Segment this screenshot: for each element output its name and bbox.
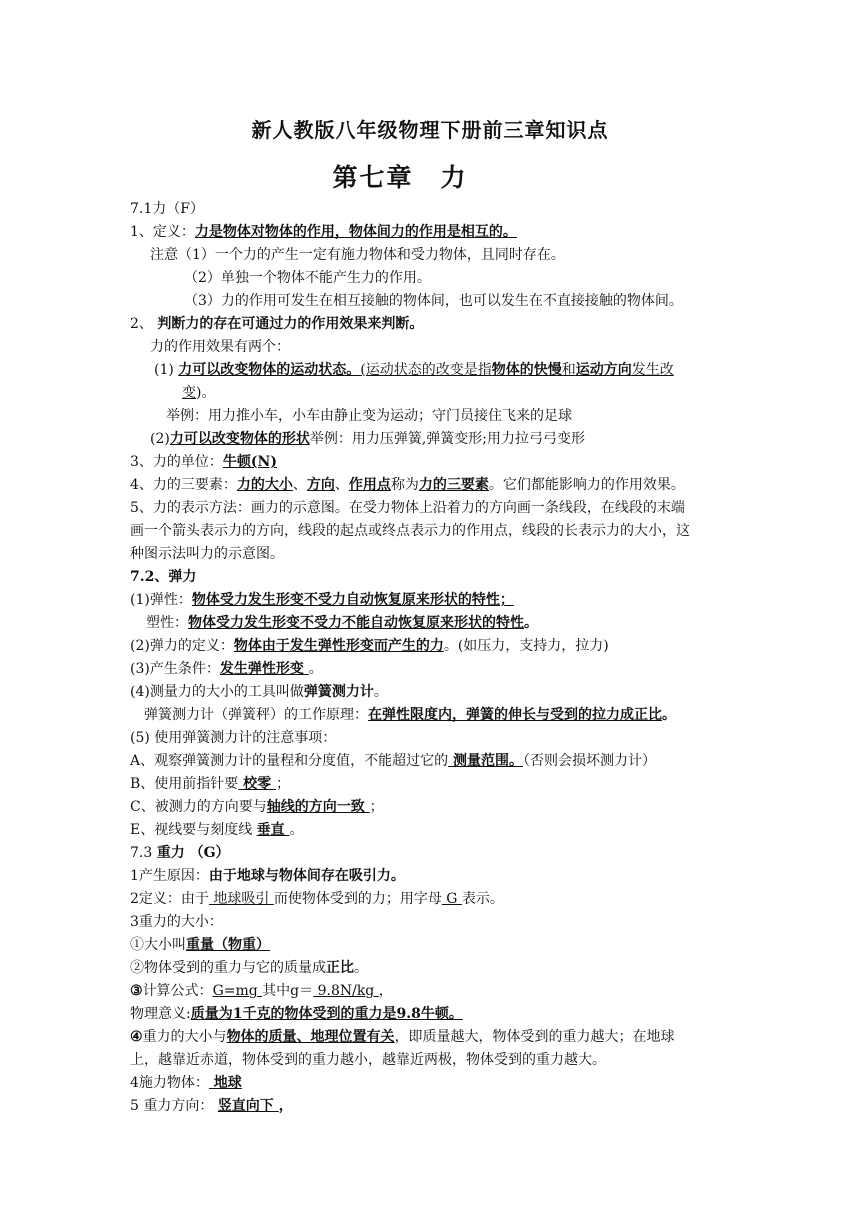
text-run: 而使物体受到的力；用字母 xyxy=(273,891,442,907)
text-run: 画一个箭头表示力的方向，线段的起点或终点表示力的作用点，线段的长表示力的大小，这 xyxy=(130,523,690,539)
text-line xyxy=(130,566,730,589)
text-run: 7.3 xyxy=(130,845,157,861)
text-run: 2定义：由于 xyxy=(130,891,209,907)
text-run: 7.2、弹力 xyxy=(130,569,197,585)
text-run: 、 xyxy=(334,477,349,493)
text-run: 发生弹性形变 xyxy=(219,661,309,677)
text-run: 物体受力发生形变不受力不能自动恢复原来形状的特性 xyxy=(188,615,524,631)
text-line xyxy=(130,842,730,865)
text-run: 力的大小 xyxy=(236,477,293,493)
text-run: 。 xyxy=(524,615,538,631)
text-line xyxy=(130,290,730,313)
text-line xyxy=(130,221,730,244)
text-run: 牛顿(N) xyxy=(222,454,277,470)
text-run: 重力 （G） xyxy=(156,845,230,861)
text-run: ； xyxy=(276,776,291,792)
text-run: 弹簧测力计 xyxy=(303,684,374,700)
text-run: 物体的快慢 xyxy=(491,362,562,378)
text-line xyxy=(130,451,730,474)
text-line xyxy=(130,704,730,727)
text-run: 4施力物体： xyxy=(130,1075,209,1091)
text-line xyxy=(130,980,730,1003)
text-line xyxy=(130,1049,730,1072)
text-line xyxy=(130,957,730,980)
text-run: (1) xyxy=(154,362,179,378)
text-run: 。 xyxy=(354,960,368,976)
text-run: (运动状态的改变是指 xyxy=(360,362,492,378)
text-line xyxy=(130,1095,730,1118)
text-line xyxy=(130,359,730,382)
text-run: ②物体受到的重力与它的质量成 xyxy=(130,960,326,976)
text-run: 3、力的单位： xyxy=(130,454,223,470)
text-run: 垂直 xyxy=(256,822,290,838)
text-run: 重力的大小与 xyxy=(142,1029,227,1045)
text-run: (2) xyxy=(150,431,170,447)
text-run: 力的作用效果有两个： xyxy=(150,339,290,355)
text-run: 判断力的存在可通过力的作用效果来判断。 xyxy=(157,316,424,332)
text-run: 1、定义： xyxy=(130,224,195,240)
text-run: E、视线要与刻度线 xyxy=(130,822,257,838)
text-run: 地球 xyxy=(208,1075,242,1091)
text-line xyxy=(130,727,730,750)
text-run: （否则会损坏测力计） xyxy=(522,753,656,769)
text-run: 上，越靠近赤道，物体受到的重力越小，越靠近两极，物体受到的重力越大。 xyxy=(130,1052,606,1068)
text-run: 竖直向下 xyxy=(217,1098,279,1114)
text-line xyxy=(130,1003,730,1026)
text-run: 7.1力（F） xyxy=(130,201,204,217)
text-run: 2、 xyxy=(130,316,158,332)
text-run: 其中g＝ xyxy=(262,983,314,999)
text-line xyxy=(130,589,730,612)
text-line xyxy=(130,750,730,773)
text-run: 和 xyxy=(561,362,576,378)
text-line xyxy=(130,911,730,934)
text-run: 方向 xyxy=(306,477,335,493)
text-run: (1)弹性： xyxy=(130,592,192,608)
text-run: 力的三要素 xyxy=(418,477,489,493)
text-run: 。 xyxy=(373,684,388,700)
text-run: 、 xyxy=(292,477,307,493)
text-line xyxy=(130,543,730,566)
text-run: 举例：用力压弹簧,弹簧变形;用力拉弓弓变形 xyxy=(309,431,586,447)
text-run: 正比 xyxy=(326,960,354,976)
text-run: 物体受力发生形变不受力自动恢复原来形状的特性； xyxy=(191,592,514,608)
text-run: 5、力的表示方法：画力的示意图。在受力物体上沿着力的方向画一条线段，在线段的末端 xyxy=(130,500,685,516)
text-run: 1产生原因： xyxy=(130,868,209,884)
text-run: 质量为1千克的物体受到的重力是9.8牛顿。 xyxy=(190,1006,463,1022)
text-line xyxy=(130,658,730,681)
text-line xyxy=(130,520,730,543)
text-run: ； xyxy=(369,799,384,815)
text-line xyxy=(130,796,730,819)
text-run: 。它们都能影响力的作用效果。 xyxy=(488,477,685,493)
text-run: 发生改 xyxy=(631,362,674,378)
text-run: ④ xyxy=(130,1029,143,1045)
text-run: G=mg xyxy=(212,983,263,999)
text-run: 轴线的方向一致 xyxy=(266,799,370,815)
text-line xyxy=(130,635,730,658)
text-run: （2）单独一个物体不能产生力的作用。 xyxy=(184,270,431,286)
text-run: 物体的质量、地理位置有关 xyxy=(226,1029,395,1045)
text-run: B、使用前指针要 xyxy=(130,776,239,792)
text-run: 力是物体对物体的作用，物体间力的作用是相互的。 xyxy=(194,224,517,240)
text-run: 注意（1）一个力的产生一定有施力物体和受力物体，且同时存在。 xyxy=(150,247,565,263)
text-run: A、观察弹簧测力计的量程和分度值，不能超过它的 xyxy=(130,753,449,769)
text-run: 物体由于发生弹性形变而产生的力 xyxy=(233,638,444,654)
text-run: ， xyxy=(278,1098,293,1114)
text-run: G xyxy=(441,891,462,907)
text-line xyxy=(130,428,730,451)
text-run: ③ xyxy=(130,983,143,999)
text-line xyxy=(130,497,730,520)
text-run: ，即质量越大，物体受到的重力越大；在地球 xyxy=(394,1029,675,1045)
text-run: (2)弹力的定义： xyxy=(130,638,234,654)
text-line xyxy=(130,819,730,842)
chapter-heading: 第七章 力 xyxy=(332,163,468,192)
document-title: 新人教版八年级物理下册前三章知识点 xyxy=(251,118,609,142)
text-run: 9.8N/kg xyxy=(313,983,379,999)
text-run: 作用点 xyxy=(348,477,391,493)
text-run: 4、力的三要素： xyxy=(130,477,237,493)
text-run: (3)产生条件： xyxy=(130,661,220,677)
text-run: (5) 使用弹簧测力计的注意事项： xyxy=(130,730,337,746)
text-run: 地球吸引 xyxy=(208,891,274,907)
text-run: 重量（物重） xyxy=(186,937,270,953)
text-run: 弹簧测力计（弹簧秤）的工作原理： xyxy=(144,707,368,723)
text-line xyxy=(130,1026,730,1049)
text-run: 由于地球与物体间存在吸引力。 xyxy=(208,868,405,884)
text-line xyxy=(130,773,730,796)
document-body xyxy=(130,198,730,1118)
text-run: 计算公式： xyxy=(142,983,213,999)
text-line xyxy=(130,198,730,221)
text-run: 运动方向 xyxy=(575,362,632,378)
text-run: )。 xyxy=(196,385,216,401)
text-run: (4)测量力的大小的工具叫做 xyxy=(130,684,304,700)
text-line xyxy=(130,1072,730,1095)
text-run: （3）力的作用可发生在相互接触的物体间，也可以发生在不直接接触的物体间。 xyxy=(184,293,683,309)
text-line xyxy=(130,612,730,635)
text-run: 物理意义: xyxy=(130,1006,191,1022)
text-run: 校零 xyxy=(238,776,277,792)
text-line xyxy=(130,313,730,336)
text-line xyxy=(130,382,730,405)
text-run: 塑性： xyxy=(146,615,188,631)
text-line xyxy=(130,681,730,704)
text-run: ①大小叫 xyxy=(130,937,186,953)
text-line xyxy=(130,888,730,911)
text-run: 力可以改变物体的形状 xyxy=(169,431,310,447)
text-run: C、被测力的方向要与 xyxy=(130,799,267,815)
text-run: 变 xyxy=(182,385,196,401)
text-line xyxy=(130,405,730,428)
text-line xyxy=(130,336,730,359)
text-run: 称为 xyxy=(390,477,419,493)
text-line xyxy=(130,244,730,267)
text-run: 表示。 xyxy=(461,891,504,907)
text-run: 力可以改变物体的运动状态。 xyxy=(178,362,361,378)
text-run: 。 xyxy=(308,661,323,677)
text-run: 。(如压力，支持力，拉力) xyxy=(443,638,609,654)
text-line xyxy=(130,267,730,290)
text-run: 种图示法叫力的示意图。 xyxy=(130,546,284,562)
text-line xyxy=(130,865,730,888)
text-run: 。 xyxy=(662,707,676,723)
text-run: 举例：用力推小车，小车由静止变为运动；守门员接住飞来的足球 xyxy=(166,408,572,424)
text-run: 3重力的大小： xyxy=(130,914,223,930)
text-run: 5 重力方向： xyxy=(130,1098,218,1114)
text-line xyxy=(130,934,730,957)
text-run: ， xyxy=(378,983,393,999)
text-run: 在弹性限度内，弹簧的伸长与受到的拉力成正比 xyxy=(368,707,662,723)
text-run: 。 xyxy=(289,822,304,838)
text-line xyxy=(130,474,730,497)
text-run: 测量范围。 xyxy=(448,753,523,769)
